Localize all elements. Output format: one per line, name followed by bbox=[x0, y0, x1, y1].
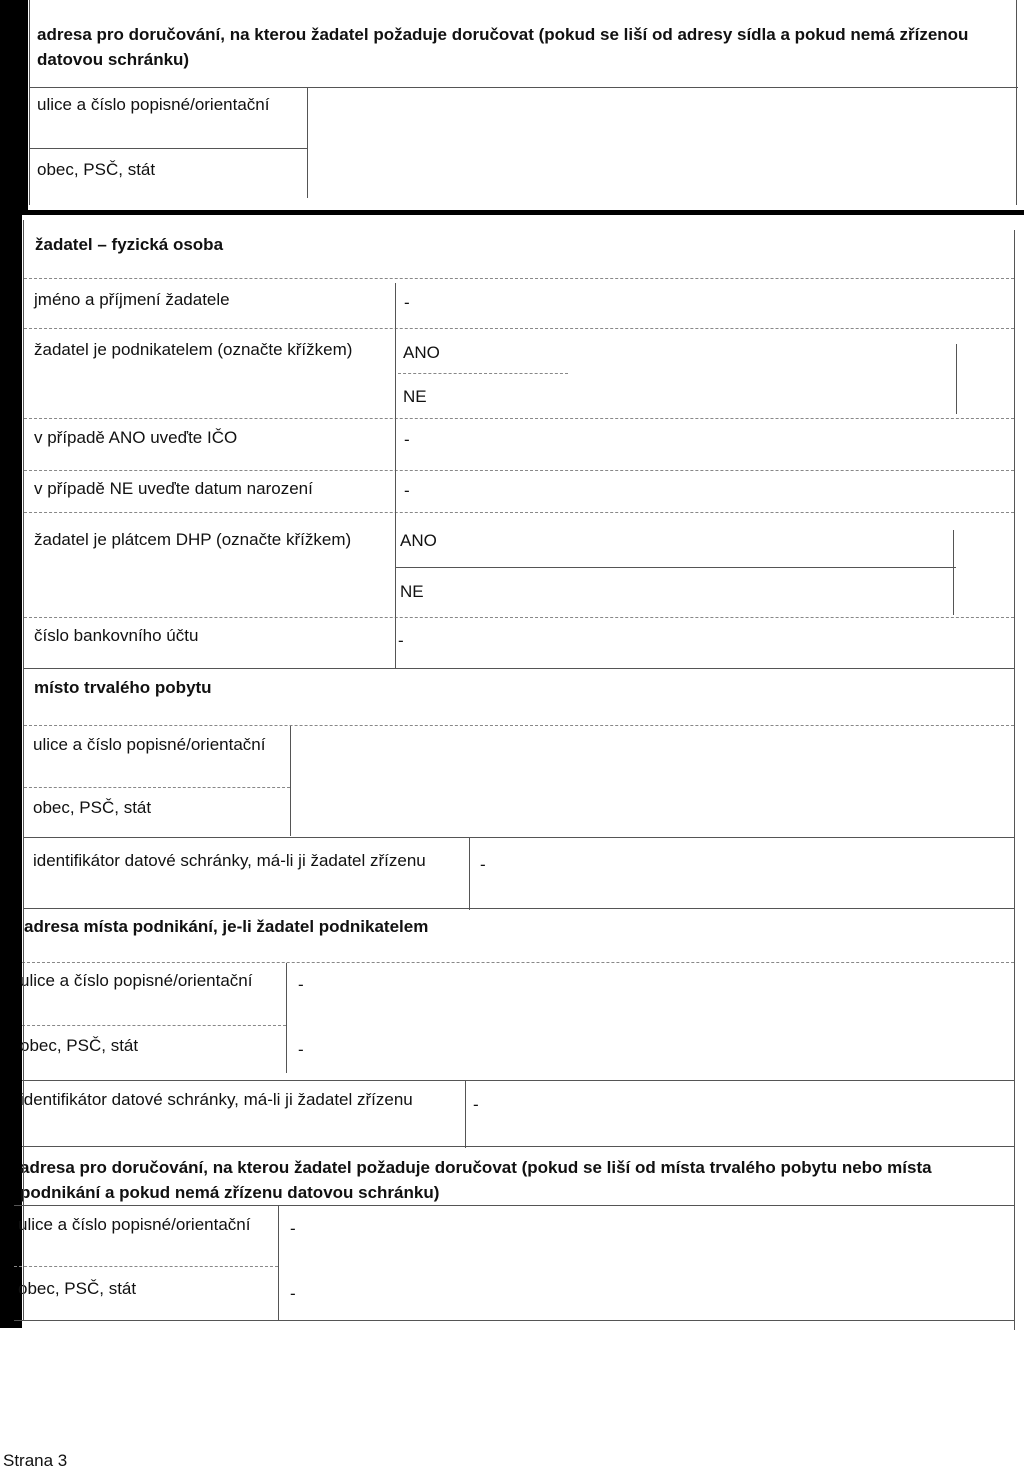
delivery-bottom-city-label: obec, PSČ, stát bbox=[18, 1279, 137, 1298]
business-city-value: - bbox=[298, 1040, 304, 1059]
vat-no: NE bbox=[400, 582, 424, 601]
page-number: Strana 3 bbox=[3, 1451, 68, 1470]
name-label: jméno a příjmení žadatele bbox=[34, 290, 230, 309]
residence-heading: místo trvalého pobytu bbox=[34, 678, 212, 697]
business-databox-label: identifikátor datové schránky, má-li ji žadatel zřízenu bbox=[20, 1090, 413, 1109]
business-databox-value: - bbox=[473, 1095, 479, 1114]
entrepreneur-yes: ANO bbox=[403, 343, 440, 362]
residence-databox-value: - bbox=[480, 855, 486, 874]
person-heading: žadatel – fyzická osoba bbox=[35, 235, 224, 254]
entrepreneur-no: NE bbox=[403, 387, 427, 406]
birth-label: v případě NE uveďte datum narození bbox=[34, 479, 313, 498]
business-city-label: obec, PSČ, stát bbox=[20, 1036, 139, 1055]
delivery-top-city-label: obec, PSČ, stát bbox=[37, 160, 156, 179]
ico-value: - bbox=[404, 430, 410, 449]
bank-label: číslo bankovního účtu bbox=[34, 626, 199, 645]
delivery-bottom-street-label: ulice a číslo popisné/orientační bbox=[18, 1215, 251, 1234]
delivery-top-street-label: ulice a číslo popisné/orientační bbox=[37, 95, 270, 114]
business-street-value: - bbox=[298, 975, 304, 994]
business-street-label: ulice a číslo popisné/orientační bbox=[20, 971, 253, 990]
birth-value: - bbox=[404, 481, 410, 500]
sheet-bottom-margin bbox=[0, 1328, 1024, 1475]
vat-label: žadatel je plátcem DHP (označte křížkem) bbox=[34, 530, 352, 549]
vat-yes: ANO bbox=[400, 531, 437, 550]
residence-street-label: ulice a číslo popisné/orientační bbox=[33, 735, 266, 754]
delivery-bottom-city-value: - bbox=[290, 1284, 296, 1303]
residence-databox-label: identifikátor datové schránky, má-li ji žadatel zřízenu bbox=[33, 851, 426, 870]
entrepreneur-label: žadatel je podnikatelem (označte křížkem) bbox=[34, 340, 353, 359]
delivery-bottom-street-value: - bbox=[290, 1219, 296, 1238]
residence-city-label: obec, PSČ, stát bbox=[33, 798, 152, 817]
ico-label: v případě ANO uveďte IČO bbox=[34, 428, 238, 447]
delivery-top-heading: adresa pro doručování, na kterou žadatel požaduje doručovat (pokud se liší od adresy sídla a pokud nemá zřízenou datovou schránku) bbox=[37, 25, 969, 69]
bank-value: - bbox=[398, 631, 404, 650]
delivery-bottom-heading: adresa pro doručování, na kterou žadatel požaduje doručovat (pokud se liší od místa trvalého pobytu nebo místa podnikání a pokud nemá zřízenu datovou schránku) bbox=[20, 1158, 932, 1202]
name-value: - bbox=[404, 293, 410, 312]
business-heading: adresa místa podnikání, je-li žadatel podnikatelem bbox=[24, 917, 429, 936]
